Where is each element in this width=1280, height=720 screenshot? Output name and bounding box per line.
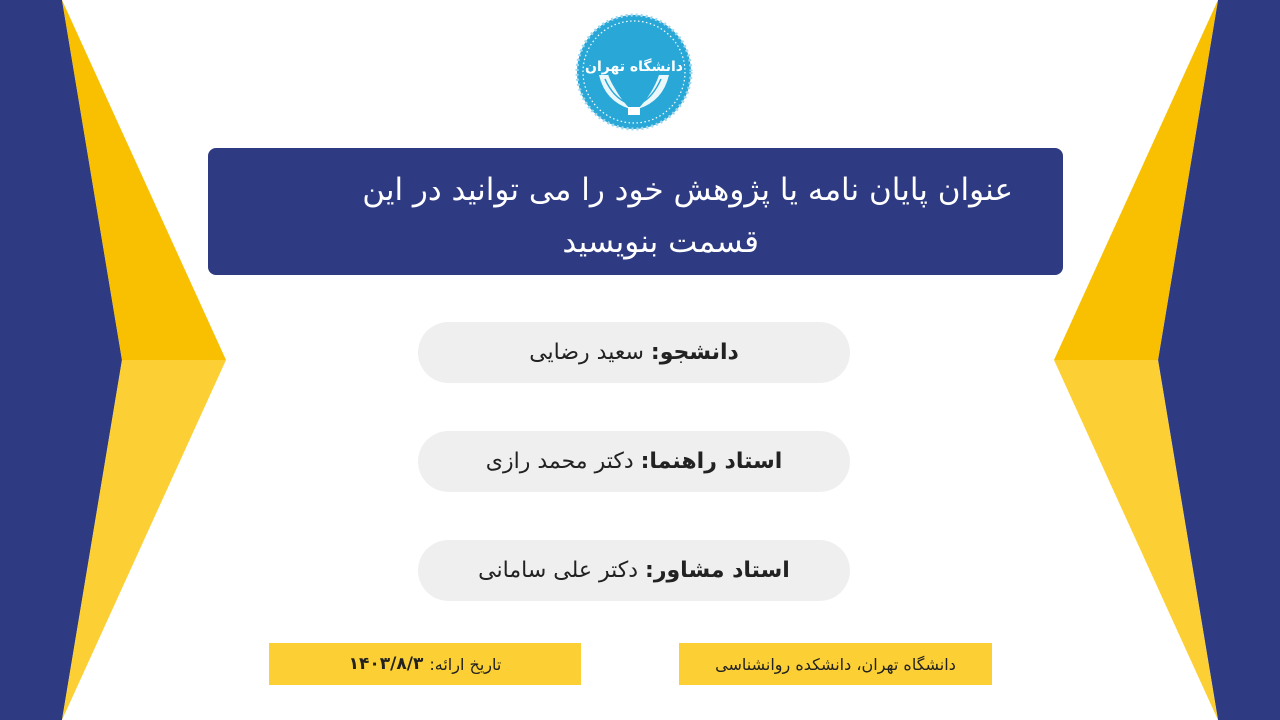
thesis-title-line-1: عنوان پایان نامه یا پژوهش خود را می توانید در این: [362, 172, 1013, 208]
student-name: سعید رضایی: [529, 340, 644, 365]
thesis-title-line-2: قسمت بنویسید: [562, 224, 759, 260]
university-seal-logo: [575, 13, 693, 131]
presentation-date-box: [269, 643, 581, 685]
seal-text: دانشگاه تهران: [585, 59, 683, 75]
supervisor-info-pill: [418, 431, 850, 492]
presentation-date-value: ۱۴۰۳/۸/۳: [348, 654, 424, 674]
institution-box: [679, 643, 992, 685]
advisor-info-pill: [418, 540, 850, 601]
presentation-date-label: تاریخ ارائه:: [429, 654, 502, 674]
advisor-label: استاد مشاور:: [645, 558, 790, 583]
student-label: دانشجو:: [650, 340, 739, 365]
student-info-pill: [418, 322, 850, 383]
supervisor-name: دکتر محمد رازی: [485, 449, 634, 474]
institution-text: دانشگاه تهران، دانشکده روانشناسی: [715, 654, 956, 674]
thesis-title-box: [208, 148, 1063, 275]
advisor-name: دکتر علی سامانی: [478, 558, 639, 583]
supervisor-label: استاد راهنما:: [640, 449, 783, 474]
